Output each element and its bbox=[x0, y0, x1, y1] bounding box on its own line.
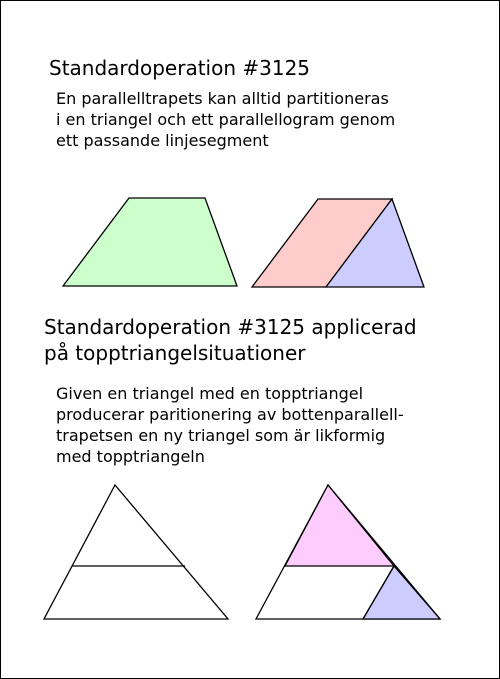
partitioned-triangle bbox=[256, 485, 440, 619]
green-trapezoid bbox=[63, 198, 237, 286]
heading-applied-operation: Standardoperation #3125 applicerad på topptriangelsituationer bbox=[44, 315, 417, 365]
partitioned-trapezoid bbox=[252, 199, 424, 287]
description-top-triangle: Given en triangel med en topptriangel producerar paritionering av bottenparallell- trapetsen en ny triangel som är likformig med topptriangeln bbox=[56, 384, 404, 466]
magenta-top-triangle bbox=[285, 485, 394, 566]
description-trapezoid-partition: En parallelltrapets kan alltid partitioneras i en triangel och ett parallellogram genom ett passande linjesegment bbox=[56, 89, 396, 150]
heading-standard-operation: Standardoperation #3125 bbox=[49, 56, 311, 80]
triangle-with-top-triangle bbox=[44, 485, 228, 619]
outer-triangle bbox=[44, 485, 228, 619]
